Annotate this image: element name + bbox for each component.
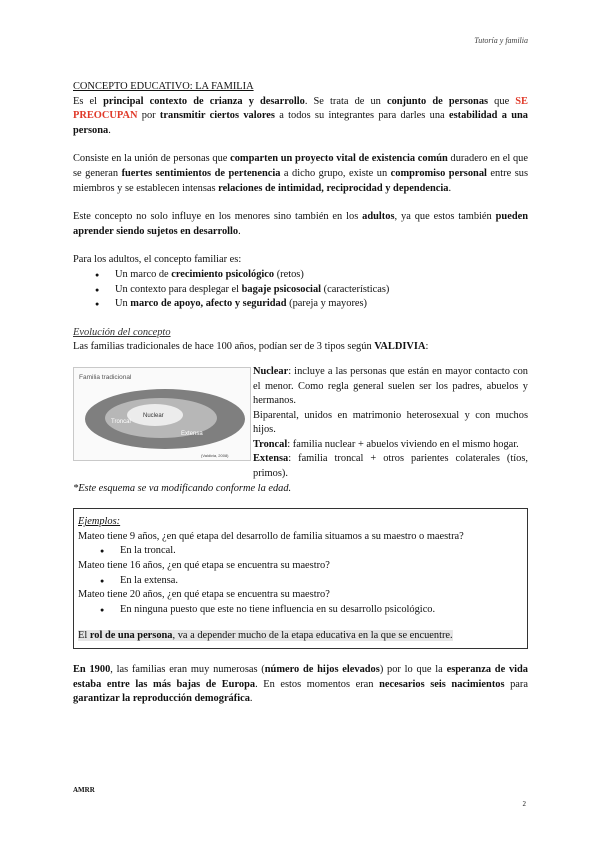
type-extensa: Extensa: familia troncal + otros parientes colaterales (tíos, primos). xyxy=(253,453,528,480)
paragraph-definition: Es el principal contexto de crianza y desarrollo. Se trata de un conjunto de personas que SE PREOCUPAN por transmitir ciertos valores a todos su integrantes para darles una estabilidad a una persona. xyxy=(73,95,529,136)
type-nuclear: Nuclear: incluye a las personas que están en mayor contacto con el menor. Como regla general suelen ser los padres, abuelos y hermanos. xyxy=(253,365,528,407)
page-content xyxy=(73,80,528,707)
example-answer: ● En la troncal. xyxy=(108,544,523,559)
diagram-title: Familia tradicional xyxy=(79,373,132,381)
family-rings-figure xyxy=(73,365,251,461)
examples-conclusion: El rol de una persona, va a depender mucho de la etapa educativa en la que se encuentre. xyxy=(78,630,453,642)
family-types-section xyxy=(73,365,528,482)
paragraph-1900: En 1900, las familias eran muy numerosas (número de hijos elevados) por lo que la esperanza de vida estaba entre las más bajas de Europa. En estos momentos eran necesarios seis nacimientos para garantizar la reproducción demográfica. xyxy=(73,664,529,705)
footer-initials: AMRR xyxy=(73,786,95,794)
type-troncal: Troncal: familia nuclear + abuelos viviendo en el mismo hogar. xyxy=(253,438,519,450)
example-question: Mateo tiene 9 años, ¿en qué etapa del desarrollo de familia situamos a su maestro o maestra? xyxy=(78,530,464,542)
running-header: Tutoría y familia xyxy=(474,36,528,45)
section-title: CONCEPTO EDUCATIVO: LA FAMILIA xyxy=(73,81,254,92)
family-types-text xyxy=(253,365,528,482)
examples-box xyxy=(73,508,528,649)
paragraph-adults: Este concepto no solo influye en los menores sino también en los adultos, ya que estos también pueden aprender siendo sujetos en desarrollo. xyxy=(73,211,528,237)
examples-title: Ejemplos: xyxy=(78,516,121,528)
paragraph-union: Consiste en la unión de personas que comparten un proyecto vital de existencia común duradero en el que se generan fuertes sentimientos de pertenencia a dicho grupo, existe un compromiso personal entre sus miembros y se establecen intensas relaciones de intimidad, reciprocidad y dependencia. xyxy=(73,153,528,194)
diagram-note: *Este esquema se va modificando conforme la edad. xyxy=(73,482,292,494)
extensa-label: Extensa xyxy=(181,430,203,437)
page-number: 2 xyxy=(522,800,526,808)
list-item: ● Un contexto para desplegar el bagaje psicosocial (características) xyxy=(103,283,528,298)
example-question: Mateo tiene 20 años, ¿en qué etapa se encuentra su maestro? xyxy=(78,589,330,601)
evolution-subtitle: Evolución del concepto xyxy=(73,326,171,338)
example-answer: ● En la extensa. xyxy=(108,574,523,589)
example-answer: ● En ninguna puesto que este no tiene influencia en su desarrollo psicológico. xyxy=(108,603,523,618)
diagram-credit: (Valdivia, 2008) xyxy=(201,452,229,458)
example-question: Mateo tiene 16 años, ¿en qué etapa se encuentra su maestro? xyxy=(78,560,330,572)
list-item: ● Un marco de crecimiento psicológico (retos) xyxy=(103,268,528,283)
evolution-intro: Las familias tradicionales de hace 100 años, podían ser de 3 tipos según VALDIVIA: xyxy=(73,341,429,353)
nuclear-label: Nuclear xyxy=(143,412,164,419)
adult-list-intro: Para los adultos, el concepto familiar es: xyxy=(73,254,242,266)
type-biparental: Biparental, unidos en matrimonio heterosexual y con muchos hijos. xyxy=(253,409,528,436)
list-item: ● Un marco de apoyo, afecto y seguridad (pareja y mayores) xyxy=(103,297,528,312)
family-diagram xyxy=(73,365,253,461)
troncal-label: Troncal xyxy=(111,418,131,425)
adult-concept-list xyxy=(73,268,528,312)
